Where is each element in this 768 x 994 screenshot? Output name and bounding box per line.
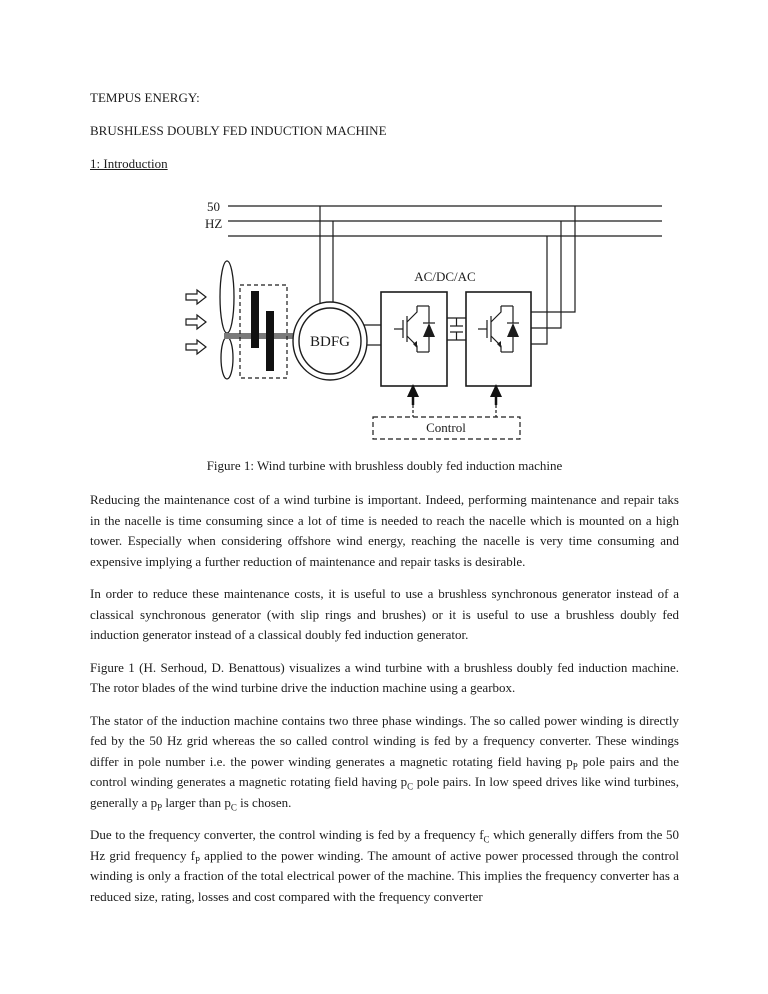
section-heading: [90, 154, 679, 174]
gearbox: [240, 285, 287, 378]
turbine-blades: [220, 261, 234, 379]
paragraph-2: In order to reduce these maintenance costs, it is useful to use a brushless synchronous generator instead of a classical synchronous generator (with slip rings and brushes) or it is useful to use a brushless doubly fed induction generator instead of a classical doubly fed induction generator.: [90, 586, 679, 642]
generator-label: BDFG: [309, 334, 351, 350]
control-label: Control: [426, 420, 466, 435]
paragraph-5: Due to the frequency converter, the control winding is fed by a frequency $f_C$ which generally differs from the 50 Hz grid frequency $f_P$ applied to the power winding. The amount of active power processed through the control winding is only a fraction of the total electrical power of the machine. This implies the frequency converter has a reduced size, rating, losses and cost compared with the frequency converter: [90, 827, 679, 904]
figure-1: [90, 190, 679, 442]
bdfg-generator: [293, 302, 367, 380]
paragraph-4: The stator of the induction machine contains two three phase windings. The so called power winding is directly fed by the 50 Hz grid whereas the so called control winding is fed by a frequency converter. These windings differ in pole number i.e. the power winding generates a magnetic rotating field having $p_P$ pole pairs and the control winding generates a magnetic rotating field having $p_C$ pole pairs. In low speed drives like wind turbines, generally a $p_P$ larger than $p_C$ is chosen.: [90, 712, 679, 813]
control-box: [373, 405, 520, 439]
dc-link: [447, 318, 466, 340]
section-heading-text: 1: Introduction: [90, 156, 168, 171]
wind-arrows: [186, 290, 206, 354]
paragraph-3: Figure 1 (H. Serhoud, D. Benattous) visualizes a wind turbine with a brushless doubly fed induction machine. The rotor blades of the wind turbine drive the induction machine using a gearbox.: [90, 659, 679, 695]
figure-caption: Figure 1: Wind turbine with brushless doubly fed induction machine: [206, 458, 563, 473]
converter-grid-connections: [531, 206, 575, 344]
wind-turbine-diagram: [180, 190, 680, 442]
grid-lines: [228, 206, 662, 236]
control-signal-arrow-left: [407, 384, 419, 405]
converter-label: AC/DC/AC: [414, 269, 476, 284]
doc-heading-1: TEMPUS ENERGY:: [90, 90, 200, 105]
grid-side-converter: [466, 292, 531, 386]
wind-arrow-icon: [186, 315, 206, 329]
paragraph-1: Reducing the maintenance cost of a wind turbine is important. Indeed, performing maintenance and repair taks in the nacelle is time consuming since a lot of time is needed to reach the nacelle which is mounted on a high tower. Especially when considering offshore wind energy, reaching the nacelle is very time consuming and expensive implying a further reduction of maintenance and repair tasks is desirable.: [90, 492, 679, 569]
control-signal-arrow-right: [490, 384, 502, 405]
machine-side-converter: [381, 292, 447, 386]
grid-frequency-label-50: 50: [207, 199, 220, 214]
doc-heading-2: BRUSHLESS DOUBLY FED INDUCTION MACHINE: [90, 123, 387, 138]
wind-arrow-icon: [186, 290, 206, 304]
grid-frequency-label-hz: HZ: [205, 216, 223, 231]
wind-arrow-icon: [186, 340, 206, 354]
